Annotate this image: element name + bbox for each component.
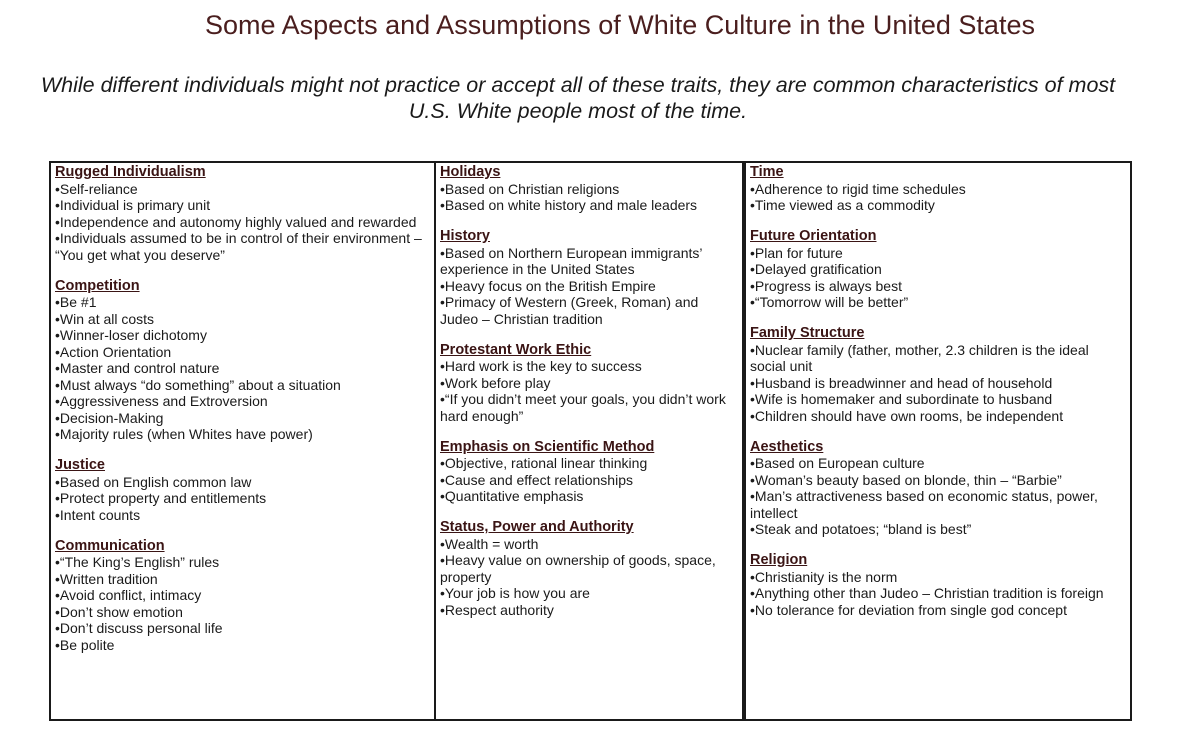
bullet-icon: • — [750, 521, 755, 537]
list-item-text: Individual is primary unit — [59, 197, 211, 213]
subtitle-line-2: U.S. White people most of the time. — [408, 99, 748, 123]
list-item — [750, 585, 1126, 602]
list-item-text: Nuclear family (father, mother, 2.3 children is the ideal social unit — [750, 341, 1089, 374]
bullet-icon: • — [440, 585, 445, 601]
bullet-icon: • — [55, 230, 60, 246]
list-item-text: Decision-Making — [59, 409, 164, 426]
list-item — [55, 637, 430, 654]
bullet-icon: • — [750, 261, 755, 277]
section-heading: Protestant Work Ethic — [440, 341, 592, 358]
list-item — [750, 521, 1126, 538]
list-item-text: Hard work is the key to success — [444, 358, 642, 374]
list-item — [440, 455, 738, 472]
list-item-text: Delayed gratification — [754, 261, 882, 277]
section-competition — [55, 278, 430, 443]
list-item-text: Don’t show emotion — [59, 603, 183, 620]
list-item — [55, 377, 430, 394]
list-item — [55, 604, 430, 621]
section-heading: Status, Power and Authority — [440, 519, 634, 535]
list-item — [750, 455, 1126, 472]
section-heading: Competition — [55, 277, 140, 294]
bullet-icon: • — [55, 603, 60, 620]
section-future-orientation — [750, 228, 1126, 311]
list-item-text: Primacy of Western (Greek, Roman) and Judeo – Christian tradition — [440, 294, 699, 327]
list-item — [55, 426, 430, 443]
bullet-icon: • — [440, 294, 445, 310]
list-item — [440, 294, 738, 327]
list-item — [750, 472, 1126, 489]
bullet-icon: • — [440, 552, 445, 568]
list-item — [750, 245, 1126, 262]
list-item — [440, 197, 738, 214]
section-heading: Rugged Individualism — [55, 164, 206, 180]
list-item-text: Based on Christian religions — [444, 180, 620, 197]
bullet-icon: • — [55, 409, 60, 426]
section-heading: Family Structure — [750, 325, 865, 341]
list-item — [440, 375, 738, 392]
list-item-text: Anything other than Judeo – Christian tradition is foreign — [754, 585, 1104, 601]
bullet-icon: • — [750, 455, 755, 471]
bullet-icon: • — [440, 471, 445, 488]
list-item-text: Don’t discuss personal life — [59, 620, 223, 636]
bullet-icon: • — [55, 506, 60, 523]
list-item — [55, 507, 430, 524]
section-heading: History — [440, 228, 490, 244]
list-item-text: Heavy value on ownership of goods, space, property — [440, 552, 716, 585]
section-heading: Holidays — [440, 164, 501, 180]
list-item-text: “The King’s English” rules — [59, 554, 220, 570]
column-2 — [436, 163, 746, 719]
section-heading: Aesthetics — [750, 438, 824, 455]
traits-table — [49, 161, 1132, 721]
list-item-text: “If you didn’t meet your goals, you didn’t work hard enough” — [440, 391, 726, 424]
bullet-icon: • — [55, 343, 60, 360]
list-item — [440, 472, 738, 489]
list-item-text: Your job is how you are — [444, 585, 590, 601]
list-item-text: Written tradition — [59, 570, 158, 587]
list-item-text: Intent counts — [59, 506, 141, 523]
list-item — [55, 620, 430, 637]
bullet-icon: • — [55, 426, 60, 442]
bullet-icon: • — [55, 636, 60, 653]
bullet-icon: • — [750, 244, 755, 261]
section-heading: Justice — [55, 457, 105, 473]
section-time — [750, 164, 1126, 214]
bullet-icon: • — [750, 601, 755, 618]
section-status-power-and-authority — [440, 519, 738, 618]
page-title: Some Aspects and Assumptions of White Culture in the United States — [205, 10, 1035, 40]
bullet-icon: • — [750, 277, 755, 294]
bullet-icon: • — [440, 277, 445, 294]
list-item — [440, 245, 738, 278]
list-item-text: Master and control nature — [59, 360, 220, 376]
bullet-icon: • — [440, 197, 445, 213]
section-heading: Time — [750, 164, 784, 180]
list-item — [750, 342, 1126, 375]
list-item-text: Cause and effect relationships — [444, 471, 633, 488]
list-item-text: Objective, rational linear thinking — [444, 455, 648, 471]
list-item — [440, 488, 738, 505]
bullet-icon: • — [55, 376, 60, 393]
list-item — [55, 214, 430, 231]
list-item — [440, 358, 738, 375]
list-item — [750, 294, 1126, 311]
section-heading: Communication — [55, 537, 165, 554]
list-item-text: Based on white history and male leaders — [444, 197, 698, 213]
list-item-text: Progress is always best — [754, 277, 902, 294]
bullet-icon: • — [750, 341, 755, 358]
bullet-icon: • — [440, 358, 445, 374]
section-heading: Emphasis on Scientific Method — [440, 438, 655, 455]
list-item-text: Time viewed as a commodity — [754, 197, 935, 213]
list-item — [55, 294, 430, 311]
list-item — [55, 474, 430, 491]
list-item-text: Winner-loser dichotomy — [59, 327, 207, 343]
bullet-icon: • — [750, 407, 755, 424]
list-item — [750, 278, 1126, 295]
bullet-icon: • — [55, 360, 60, 376]
list-item-text: Protect property and entitlements — [59, 490, 267, 506]
list-item-text: Heavy focus on the British Empire — [444, 277, 656, 294]
list-item-text: “Tomorrow will be better” — [754, 294, 909, 310]
section-rugged-individualism — [55, 164, 430, 263]
bullet-icon: • — [55, 327, 60, 343]
column-1 — [51, 163, 436, 719]
bullet-icon: • — [55, 180, 60, 197]
section-religion — [750, 552, 1126, 618]
bullet-icon: • — [440, 244, 445, 261]
list-item-text: Based on European culture — [754, 455, 925, 471]
list-item — [440, 391, 738, 424]
list-item — [440, 181, 738, 198]
list-item-text: Based on Northern European immigrants’ experience in the United States — [440, 244, 702, 277]
list-item — [440, 585, 738, 602]
list-item — [750, 408, 1126, 425]
bullet-icon: • — [750, 568, 755, 585]
list-item — [55, 554, 430, 571]
list-item — [750, 569, 1126, 586]
list-item — [55, 181, 430, 198]
list-item — [55, 360, 430, 377]
list-item-text: Be #1 — [59, 294, 97, 310]
list-item — [750, 391, 1126, 408]
bullet-icon: • — [750, 585, 755, 601]
list-item-text: Woman’s beauty based on blonde, thin – “Barbie” — [754, 471, 1062, 488]
bullet-icon: • — [55, 310, 60, 327]
list-item-text: Plan for future — [754, 244, 843, 261]
list-item-text: Work before play — [444, 374, 551, 391]
bullet-icon: • — [750, 488, 755, 504]
list-item-text: Based on English common law — [59, 473, 252, 490]
list-item — [750, 181, 1126, 198]
list-item — [750, 602, 1126, 619]
list-item-text: Self-reliance — [59, 180, 138, 197]
bullet-icon: • — [750, 197, 755, 213]
bullet-icon: • — [55, 294, 60, 310]
bullet-icon: • — [55, 570, 60, 587]
bullet-icon: • — [440, 374, 445, 391]
bullet-icon: • — [440, 488, 445, 504]
section-communication — [55, 538, 430, 654]
bullet-icon: • — [55, 473, 60, 490]
section-family-structure — [750, 325, 1126, 424]
bullet-icon: • — [750, 374, 755, 391]
list-item-text: Respect authority — [444, 601, 554, 618]
list-item — [440, 278, 738, 295]
bullet-icon: • — [440, 535, 445, 552]
list-item — [55, 393, 430, 410]
page-subtitle — [0, 72, 1156, 124]
bullet-icon: • — [55, 620, 60, 636]
list-item-text: Avoid conflict, intimacy — [59, 587, 202, 603]
bullet-icon: • — [750, 391, 755, 407]
list-item — [55, 571, 430, 588]
list-item-text: Win at all costs — [59, 310, 155, 327]
list-item-text: Children should have own rooms, be independent — [754, 407, 1064, 424]
bullet-icon: • — [750, 294, 755, 310]
list-item-text: Aggressiveness and Extroversion — [59, 393, 268, 409]
section-emphasis-on-scientific-method — [440, 439, 738, 505]
list-item — [55, 197, 430, 214]
bullet-icon: • — [55, 393, 60, 409]
bullet-icon: • — [440, 601, 445, 618]
list-item-text: Action Orientation — [59, 343, 172, 360]
list-item-text: Be polite — [59, 636, 115, 653]
list-item-text: Christianity is the norm — [754, 568, 898, 585]
section-history — [440, 228, 738, 327]
section-justice — [55, 457, 430, 523]
list-item-text: Man’s attractiveness based on economic status, power, intellect — [750, 488, 1098, 521]
column-3 — [746, 163, 1130, 719]
list-item-text: No tolerance for deviation from single god concept — [754, 601, 1067, 618]
bullet-icon: • — [55, 490, 60, 506]
section-heading: Future Orientation — [750, 228, 877, 244]
subtitle-line-1: While different individuals might not practice or accept all of these traits, they are common characteristics of most — [40, 73, 1116, 97]
list-item — [750, 488, 1126, 521]
list-item — [750, 375, 1126, 392]
list-item — [55, 230, 430, 263]
list-item-text: Wife is homemaker and subordinate to husband — [754, 391, 1053, 407]
list-item-text: Quantitative emphasis — [444, 488, 584, 504]
list-item-text: Individuals assumed to be in control of their environment – “You get what you deserve” — [55, 230, 422, 263]
bullet-icon: • — [750, 180, 755, 197]
bullet-icon: • — [55, 587, 60, 603]
list-item-text: Wealth = worth — [444, 535, 539, 552]
bullet-icon: • — [750, 471, 755, 488]
list-item — [55, 344, 430, 361]
list-item-text: Steak and potatoes; “bland is best” — [754, 521, 972, 537]
list-item — [55, 311, 430, 328]
list-item-text: Adherence to rigid time schedules — [754, 180, 966, 197]
list-item — [55, 587, 430, 604]
list-item-text: Husband is breadwinner and head of household — [754, 374, 1053, 391]
bullet-icon: • — [440, 391, 445, 407]
section-heading: Religion — [750, 552, 808, 568]
bullet-icon: • — [440, 180, 445, 197]
list-item — [440, 536, 738, 553]
list-item — [55, 490, 430, 507]
list-item-text: Independence and autonomy highly valued and rewarded — [59, 213, 417, 230]
list-item — [750, 197, 1126, 214]
list-item-text: Must always “do something” about a situation — [59, 376, 341, 393]
list-item — [55, 327, 430, 344]
list-item — [440, 602, 738, 619]
bullet-icon: • — [55, 197, 60, 213]
list-item-text: Majority rules (when Whites have power) — [59, 426, 313, 442]
bullet-icon: • — [55, 213, 60, 230]
list-item — [440, 552, 738, 585]
bullet-icon: • — [440, 455, 445, 471]
bullet-icon: • — [55, 554, 60, 570]
list-item — [55, 410, 430, 427]
section-holidays — [440, 164, 738, 214]
section-aesthetics — [750, 439, 1126, 538]
list-item — [750, 261, 1126, 278]
section-protestant-work-ethic — [440, 342, 738, 425]
